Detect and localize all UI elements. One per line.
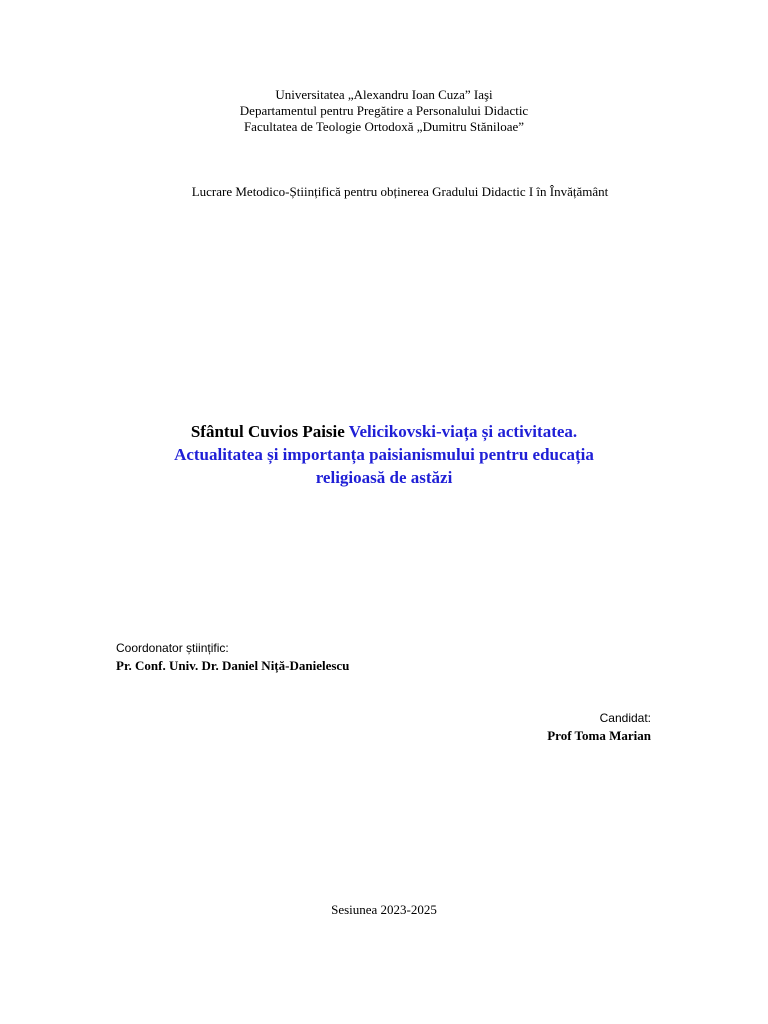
candidate-block	[547, 710, 651, 744]
coordinator-label: Coordonator științific:	[116, 641, 229, 655]
university-name: Universitatea „Alexandru Ioan Cuza” Iaşi	[275, 87, 493, 102]
candidate-label: Candidat:	[599, 711, 651, 725]
coordinator-block	[116, 640, 349, 674]
coordinator-name: Pr. Conf. Univ. Dr. Daniel Niță-Danielescu	[116, 658, 350, 673]
title-life-activity: Velicikovski-viața și activitatea.	[348, 422, 578, 441]
department-name: Departamentul pentru Pregătire a Personalului Didactic	[239, 103, 529, 118]
institution-header	[0, 87, 768, 135]
thesis-type: Lucrare Metodico-Științifică pentru obținerea Gradului Didactic I în Învățământ	[191, 184, 609, 199]
faculty-name: Facultatea de Teologie Ortodoxă „Dumitru Stăniloae”	[243, 119, 525, 134]
title-saint-name: Sfântul Cuvios Paisie	[190, 422, 349, 441]
title-line-2: Actualitatea și importanța paisianismului pentru educația	[174, 445, 594, 464]
title-line-1	[0, 420, 768, 443]
title-line-3: religioasă de astăzi	[315, 468, 453, 487]
thesis-title	[0, 420, 768, 489]
session-years: Sesiunea 2023-2025	[331, 902, 437, 917]
candidate-name: Prof Toma Marian	[547, 728, 651, 743]
